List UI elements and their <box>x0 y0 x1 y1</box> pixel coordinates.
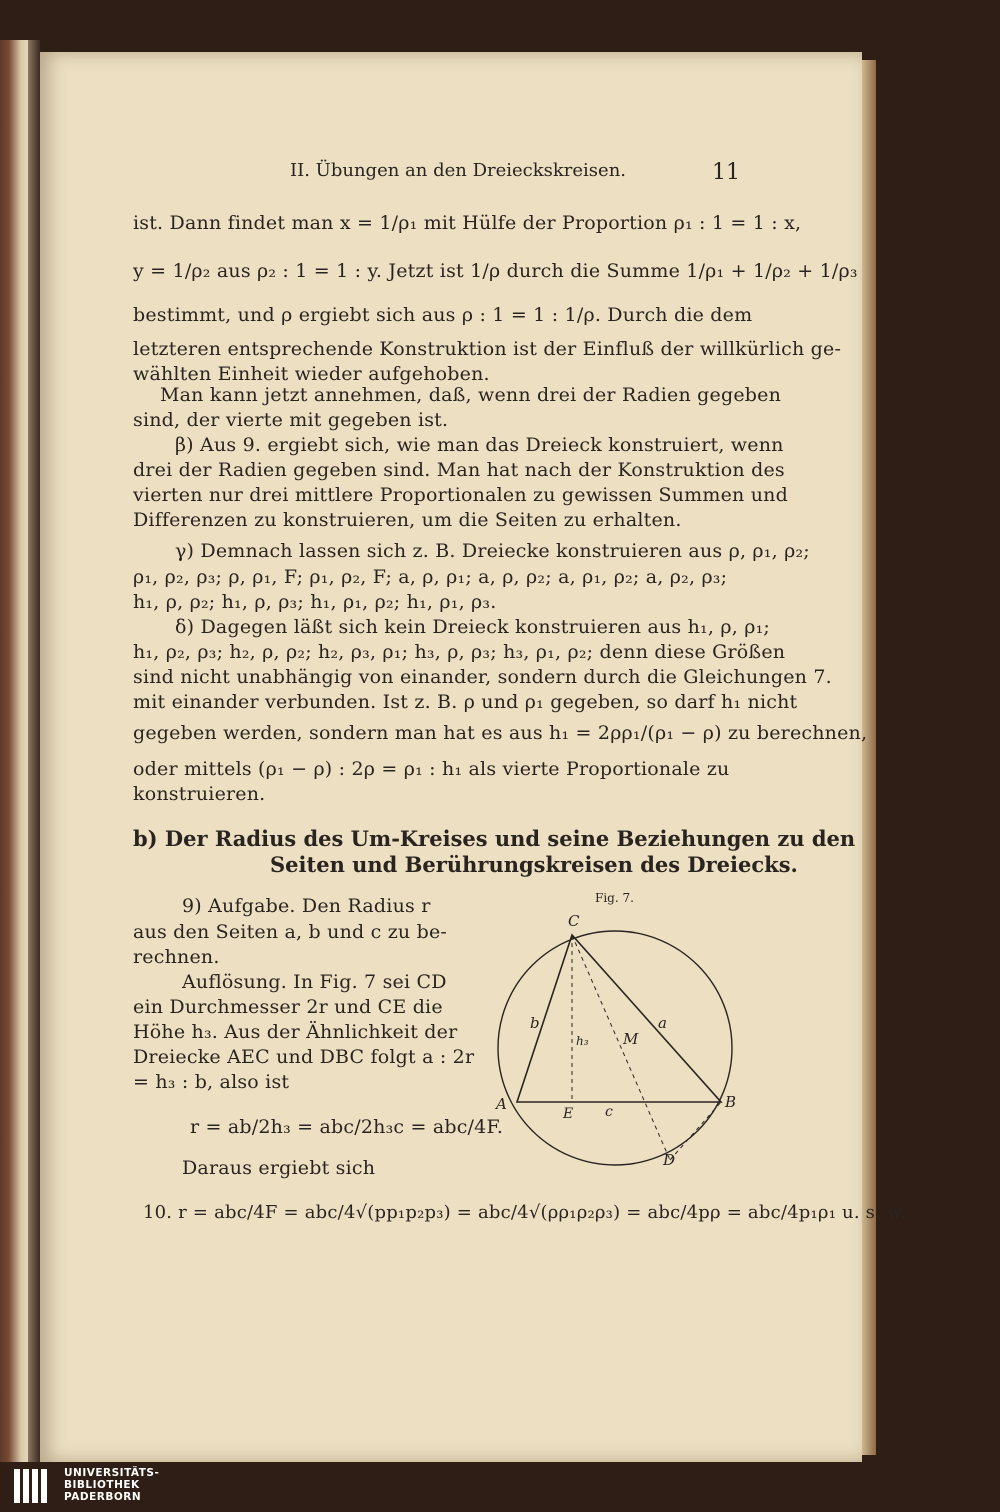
text-line: sind, der vierte mit gegeben ist. <box>133 409 449 431</box>
formula-10: 10. r = abc/4F = abc/4√(pp₁p₂p₃) = abc/4√(ρρ₁ρ₂ρ₃) = abc/4pρ = abc/4p₁ρ₁ u. s. w. <box>143 1202 907 1223</box>
text-line: ρ₁, ρ₂, ρ₃; ρ, ρ₁, F; ρ₁, ρ₂, F; a, ρ, ρ₁; a, ρ, ρ₂; a, ρ₁, ρ₂; a, ρ₂, ρ₃; <box>133 566 728 588</box>
text-line: mit einander verbunden. Ist z. B. ρ und ρ₁ gegeben, so darf h₁ nicht <box>133 691 798 713</box>
section-heading: Seiten und Berührungskreisen des Dreiecks. <box>270 852 798 877</box>
svg-text:c: c <box>605 1104 613 1120</box>
svg-text:C: C <box>568 912 580 930</box>
text-line: β) Aus 9. ergiebt sich, wie man das Dreieck konstruiert, wenn <box>175 434 784 456</box>
problem-line: Höhe h₃. Aus der Ähnlichkeit der <box>133 1021 458 1043</box>
text-line: vierten nur drei mittlere Proportionalen zu gewissen Summen und <box>133 484 788 506</box>
problem-line: ein Durchmesser 2r und CE die <box>133 996 443 1018</box>
problem-line: aus den Seiten a, b und c zu be- <box>133 921 448 943</box>
library-logo-icon <box>12 1465 56 1509</box>
problem-line: 9) Aufgabe. Den Radius r <box>182 895 431 917</box>
problem-line: = h₃ : b, also ist <box>133 1071 290 1093</box>
svg-text:a: a <box>658 1014 667 1032</box>
svg-text:D: D <box>663 1151 676 1169</box>
text-line: Daraus ergiebt sich <box>182 1157 376 1179</box>
text-line: bestimmt, und ρ ergiebt sich aus ρ : 1 = 1 : 1/ρ. Durch die dem <box>133 304 753 326</box>
svg-text:M: M <box>623 1030 639 1048</box>
text-line: oder mittels (ρ₁ − ρ) : 2ρ = ρ₁ : h₁ als vierte Proportionale zu <box>133 758 730 780</box>
text-line: ist. Dann findet man x = 1/ρ₁ mit Hülfe der Proportion ρ₁ : 1 = 1 : x, <box>133 212 802 234</box>
text-line: Man kann jetzt annehmen, daß, wenn drei der Radien gegeben <box>160 384 782 406</box>
text-line: sind nicht unabhängig von einander, sondern durch die Gleichungen 7. <box>133 666 832 688</box>
svg-text:E: E <box>563 1106 574 1122</box>
library-name: UNIVERSITÄTS- BIBLIOTHEK PADERBORN <box>64 1467 160 1503</box>
text-line: wählten Einheit wieder aufgehoben. <box>133 363 490 385</box>
svg-text:A: A <box>496 1095 507 1113</box>
book-spine <box>28 40 40 1480</box>
page-number: 11 <box>712 160 740 185</box>
left-page-edge <box>0 40 30 1480</box>
text-line: h₁, ρ, ρ₂; h₁, ρ, ρ₃; h₁, ρ₁, ρ₂; h₁, ρ₁, ρ₃. <box>133 591 497 613</box>
text-line: h₁, ρ₂, ρ₃; h₂, ρ, ρ₂; h₂, ρ₃, ρ₁; h₃, ρ, ρ₃; h₃, ρ₁, ρ₂; denn diese Größen <box>133 641 786 663</box>
text-line: konstruieren. <box>133 783 266 805</box>
figure-caption: Fig. 7. <box>595 891 634 905</box>
text-line: drei der Radien gegeben sind. Man hat nach der Konstruktion des <box>133 459 785 481</box>
svg-text:B: B <box>725 1093 737 1111</box>
running-header: II. Übungen an den Dreieckskreisen. <box>290 160 627 181</box>
text-line: y = 1/ρ₂ aus ρ₂ : 1 = 1 : y. Jetzt ist 1/ρ durch die Summe 1/ρ₁ + 1/ρ₂ + 1/ρ₃ <box>133 260 858 282</box>
text-line: letzteren entsprechende Konstruktion ist der Einfluß der willkürlich ge- <box>133 338 842 360</box>
text-line: gegeben werden, sondern man hat es aus h₁ = 2ρρ₁/(ρ₁ − ρ) zu berechnen, <box>133 722 868 744</box>
text-line: γ) Demnach lassen sich z. B. Dreiecke konstruieren aus ρ, ρ₁, ρ₂; <box>175 540 810 562</box>
text-line: Differenzen zu konstruieren, um die Seiten zu erhalten. <box>133 509 682 531</box>
problem-line: rechnen. <box>133 946 220 968</box>
svg-text:b: b <box>530 1014 540 1032</box>
problem-line: Auflösung. In Fig. 7 sei CD <box>182 971 447 993</box>
formula-r: r = ab/2h₃ = abc/2h₃c = abc/4F. <box>190 1116 504 1138</box>
svg-text:h₃: h₃ <box>576 1034 589 1048</box>
problem-line: Dreiecke AEC und DBC folgt a : 2r <box>133 1046 475 1068</box>
page-edge <box>862 60 876 1455</box>
section-heading: b) Der Radius des Um-Kreises und seine Beziehungen zu den <box>133 826 856 851</box>
geometry-figure <box>490 890 770 1180</box>
text-line: δ) Dagegen läßt sich kein Dreieck konstruieren aus h₁, ρ, ρ₁; <box>175 616 770 638</box>
